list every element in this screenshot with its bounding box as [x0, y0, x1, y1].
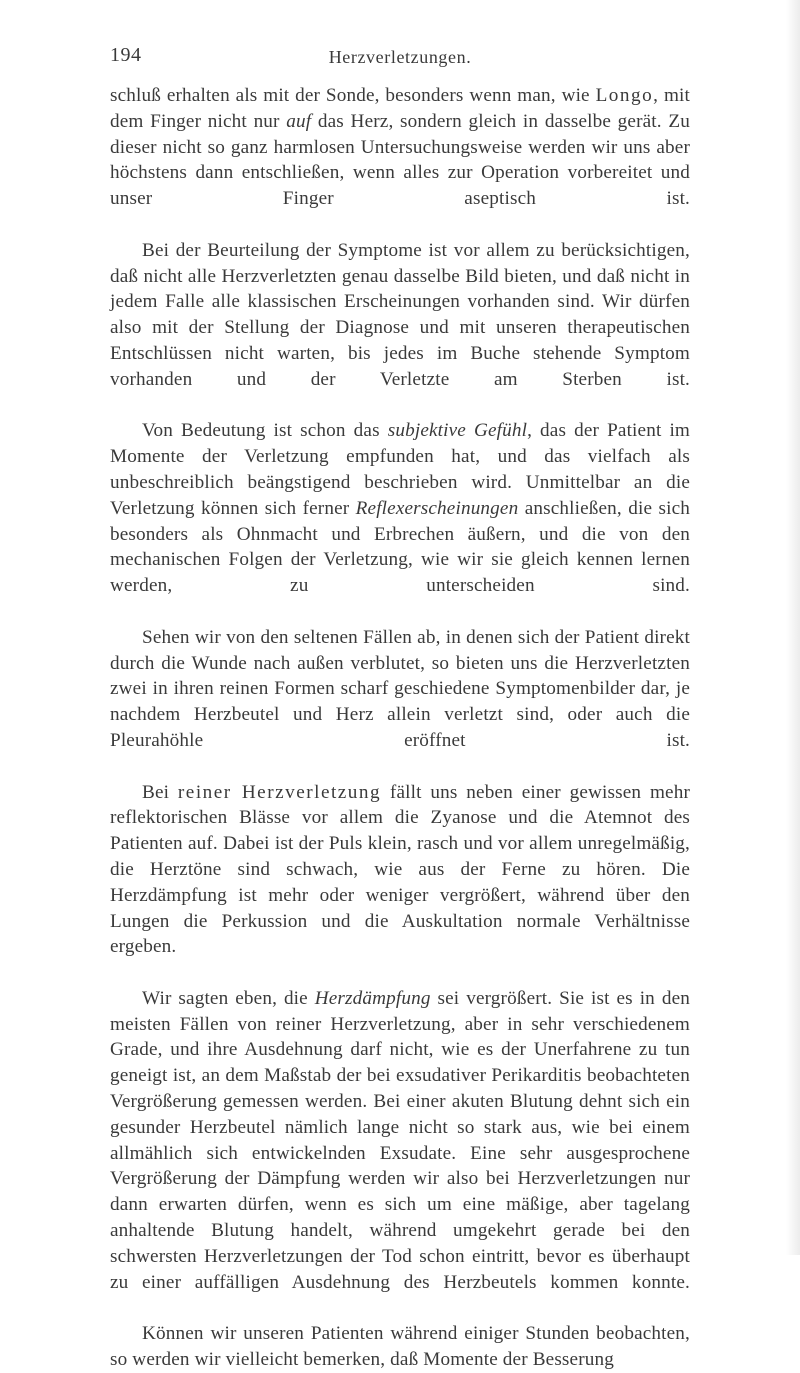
page-number: 194 [110, 44, 142, 66]
text-run: Bei [142, 781, 178, 803]
body-text [110, 83, 690, 1373]
paragraph-6 [110, 986, 690, 1321]
text-run: fällt uns neben einer gewissen mehr reflektorischen Blässe vor allem die Zyanose und die Atemnot des Patienten auf. Dabei ist der Puls klein, rasch und vor allem unregelmäßig, die Herztöne sind schwach, wie aus der Ferne zu hören. Die Herzdämpfung ist mehr oder weniger vergrößert, während über den Lungen die Perkussion und die Auskultation normale Verhältnisse ergeben. [110, 781, 690, 958]
text-run: das Herz, sondern gleich in dasselbe gerät. Zu dieser nicht so ganz harmlosen Untersuchungsweise werden wir uns aber höchstens dann entschließen, wenn alles zur Operation vorbereitet und unser Finger aseptisch ist. [110, 110, 690, 210]
emphasis-subjektive-gefuehl: subjektive Gefühl [387, 420, 528, 442]
emphasis-reflexerscheinungen: Reflexerscheinungen [355, 497, 519, 519]
text-run: , das der Patient im Momente der Verletzung empfunden hat, und das vielfach als unbeschreiblich beängstigend beschrieben wird. Unmittelbar an die Verletzung können sich ferner [110, 420, 690, 519]
text-run: anschließen, die sich besonders als Ohnmacht und Erbrechen äußern, und die von den mechanischen Folgen der Verletzung, wie wir sie gleich kennen lernen werden, zu unterscheiden sind. [110, 497, 690, 597]
paragraph-7: Können wir unseren Patienten während einiger Stunden beobachten, so werden wir vielleicht bemerken, daß Momente der Besserung [110, 1323, 690, 1371]
text-run: Von Bedeutung ist schon das [142, 420, 388, 442]
text-run: schluß erhalten als mit der Sonde, besonders wenn man, wie [110, 85, 596, 106]
paragraph-1 [110, 83, 690, 238]
paragraph-5 [110, 780, 690, 986]
running-head: Herzverletzungen. [328, 47, 472, 67]
paragraph-2: Bei der Beurteilung der Symptome ist vor allem zu berücksichtigen, daß nicht alle Herzverletzten genau dasselbe Bild bieten, und daß nicht in jedem Falle alle klassischen Erscheinungen vorhanden sind. Wir dürfen also mit der Stellung der Diagnose und mit unseren therapeutischen Entschlüssen nicht warten, bis jedes im Buche stehende Symptom vorhanden und der Verletzte am Sterben ist. [110, 239, 690, 390]
emphasis-herzdaempfung: Herzdämpfung [314, 987, 431, 1009]
page-edge-shadow [786, 0, 800, 1255]
text-run: Wir sagten eben, die [142, 987, 315, 1009]
author-name-longo: Longo [595, 85, 654, 106]
paragraph-3 [110, 418, 690, 624]
emphasis-auf: auf [286, 110, 312, 132]
paragraph-4: Sehen wir von den seltenen Fällen ab, in denen sich der Patient direkt durch die Wunde nach außen verblutet, so bieten uns die Herzverletzten zwei in ihren reinen Formen scharf geschiedene Symptomenbilder dar, je nachdem Herzbeutel und Herz allein verletzt sind, oder auch die Pleurahöhle eröffnet ist. [110, 626, 690, 751]
spaced-term-reine-herzverletzung: reiner Herzverletzung [177, 781, 382, 803]
page-header [110, 44, 690, 76]
text-run: , mit dem Finger nicht nur [110, 85, 690, 132]
text-run: sei vergrößert. Sie ist es in den meisten Fällen von reiner Herzverletzung, aber in sehr verschiedenem Grade, und ihre Ausdehnung darf nicht, wie es der Unerfahrene zu tun geneigt ist, an dem Maßstab der bei exsudativer Perikarditis beobachteten Vergrößerung gemessen werden. Bei einer akuten Blutung dehnt sich ein gesunder Herzbeutel nämlich lange nicht so stark aus, wie bei einem allmählich sich entwickelnden Exsudate. Eine sehr ausgesprochene Vergrößerung der Dämpfung werden wir also bei Herzverletzungen nur dann erwarten dürfen, wenn es sich um eine mäßige, aber tagelang anhaltende Blutung handelt, während umgekehrt gerade bei den schwersten Herzverletzungen der Tod schon eintritt, bevor es überhaupt zu einer auffälligen Ausdehnung des Herzbeutels kommen konnte. [110, 987, 690, 1293]
